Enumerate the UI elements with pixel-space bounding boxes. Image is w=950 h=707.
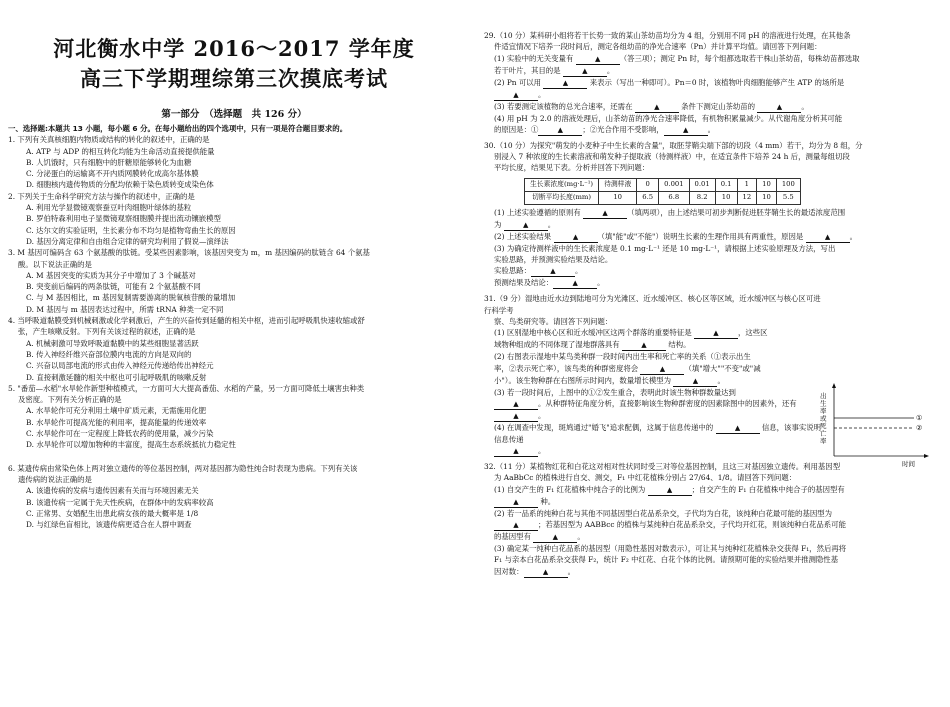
chart-ylabel: 出生率或死亡率: [820, 392, 827, 445]
table-cell: 6.8: [659, 191, 689, 204]
question-line: F₁ 与亲本白花品系杂交获得 F₂，统计 F₂ 中红花、白花个体的比例。请预期可能的实验结果并推测隐性基: [494, 555, 839, 565]
answer-blank: ▲: [494, 91, 538, 101]
question-32: [484, 461, 936, 577]
answer-blank: ▲: [583, 209, 627, 219]
choice-question: [8, 463, 460, 531]
table-cell: 100: [776, 178, 800, 191]
question-line: (2) 右图表示湿地中某鸟类种群一段时间内出生率和死亡率的关系（①表示出生: [494, 352, 751, 362]
question-line: 若干叶片，其目的是 ▲ 。: [494, 65, 615, 75]
answer-option: B. 突变前后编码的两条肽链，可能有 2 个氨基酸不同: [26, 282, 201, 292]
question-stem: 6. 某遗传病由常染色体上两对独立遗传的等位基因控制，两对基因都为隐性纯合时表现为患病。下列有关该: [8, 463, 358, 473]
table-cell: 1: [737, 178, 757, 191]
answer-blank: ▲: [694, 329, 738, 339]
answer-blank: ▲: [524, 568, 568, 578]
part-heading: 第一部分 （选择题 共 126 分）: [161, 109, 307, 120]
table-cell: 10: [757, 178, 777, 191]
table-cell: 8.2: [689, 191, 715, 204]
question-stem: 张，产生咳嗽反射。下列有关该过程的叙述，正确的是: [18, 327, 196, 337]
question-line: 为 ▲ 。: [494, 219, 556, 229]
question-stem: 遗传病的说法正确的是: [18, 474, 92, 484]
question-line: 为 AaBbCc 的植株进行自交、测交，F₁ 中红花植株分别占 27/64、1/8。请回答下列问题：: [494, 473, 797, 483]
answer-option: B. 水旱轮作可提高光能的利用率，提高能量的传递效率: [26, 417, 207, 427]
question-line: (1) 区别湿地中核心区和近水缓冲区这两个群落的重要特征是 ▲ ，这些区: [494, 328, 768, 338]
table-cell: 10: [715, 191, 737, 204]
question-line: ▲ ；若基因型为 AABBcc 的植株与某纯种白花品系杂交，子代均开红花，则该纯种白花品系可能: [484, 519, 936, 531]
table-cell: 0.001: [659, 178, 689, 191]
answer-blank: ▲: [494, 447, 538, 457]
answer-option: D. 直接刺激延髓的相关中枢也可引起呼吸肌的咳嗽反射: [26, 372, 207, 382]
answer-blank: ▲: [543, 79, 587, 89]
right-column: [484, 0, 936, 582]
question-line: 因对数： ▲ 。: [494, 566, 575, 576]
question-line: (1) 自交产生的 F₁ 红花植株中纯合子的比例为 ▲ ；自交产生的 F₁ 白花植株中纯合子的基因型有: [494, 484, 845, 494]
table-cell: 10: [757, 191, 777, 204]
question-stem: 1. 下列有关真核细胞内物质或结构的转化的叙述中，正确的是: [8, 135, 210, 145]
table-header-cell: 生长素浓度(mg·L⁻¹): [525, 178, 599, 191]
exam-title-line1: 河北衡水中学 2016～2017 学年度: [53, 36, 415, 61]
left-column: [8, 0, 460, 530]
question-line: 的基因型有 ▲ 。: [494, 532, 585, 542]
choice-question: [8, 315, 460, 383]
answer-blank: ▲: [622, 341, 666, 351]
question-line: 率，②表示死亡率），该鸟类的种群密度将会 ▲ （填"增大""不变"或"减: [494, 363, 761, 373]
answer-option: C. 正常男、女婚配生出患此病女孩的最大概率是 1/8: [26, 508, 199, 518]
question-line: (4) 用 pH 为 2.0 的溶液处理后，山茶幼苗的净光合速率降低，有机物积累量减少。从代谢角度分析其可能: [494, 113, 843, 123]
question-line: ▲ 。: [484, 89, 936, 101]
answer-option: B. 人饥饿时，只有细胞中的肝糖原能够转化为血糖: [26, 157, 192, 167]
chart-xlabel: 时间: [902, 460, 915, 468]
choice-question: [8, 191, 460, 247]
table-cell: 12: [737, 191, 757, 204]
section-instruction: 一、选择题:本题共 13 小题，每小题 6 分。在每小题给出的四个选项中，只有一项是符合题目要求的。: [8, 124, 348, 133]
answer-blank: ▲: [494, 498, 538, 508]
q31-birth-death-rate-chart: [814, 380, 932, 470]
answer-option: D. M 基因与 m 基因表达过程中，所需 tRNA 种类一定不同: [26, 304, 224, 314]
table-cell: 0.01: [689, 178, 715, 191]
question-line: 平均长度，结果见下表。分析并回答下列问题：: [494, 163, 650, 173]
question-line: (4) 在调查中发现，斑鸠通过"婚飞"追求配偶，这属于信息传递中的 ▲ 信息，该事实说明信息传递: [494, 422, 822, 444]
answer-option: A. 机械刺激可导致呼吸道黏膜中的某些细胞显著活跃: [26, 338, 199, 348]
table-cell: 0: [637, 178, 659, 191]
answer-blank: ▲: [635, 103, 679, 113]
answer-blank: ▲: [554, 233, 598, 243]
table-cell: 10: [599, 191, 637, 204]
answer-option: D. 与红绿色盲相比，该遗传病更适合在人群中调查: [26, 520, 192, 530]
answer-blank: ▲: [533, 533, 577, 543]
question-stem: 5. "番茄—水稻"水旱轮作新型种植模式，一方面可大大提高番茄、水稻的产量，另一方面可降低土壤害虫种类: [8, 383, 365, 393]
table-row-length: [525, 191, 801, 204]
question-line: 的原因是：① ▲ ；②光合作用不受影响， ▲ 。: [494, 124, 716, 134]
question-line: (1) 实验中的无关变量有 ▲ （答三项）；测定 Pn 时，每个组都选取若干株山茶幼苗，每株幼苗都选取: [494, 53, 860, 63]
question-line: ▲ 。从种群特征角度分析，直接影响该生物种群密度的因素除图中的因素外，还有 ▲ 。: [484, 398, 826, 422]
question-line: (3) 若一段时间后，上图中的①②发生重合，表明此时该生物种群数量达到: [494, 387, 736, 397]
question-line: 32.（11 分）某植物红花和白花这对相对性状同时受三对等位基因控制，且这三对基因独立遗传。利用基因型: [484, 462, 841, 472]
answer-blank: ▲: [673, 377, 717, 387]
answer-blank: ▲: [553, 279, 597, 289]
question-line: (3) 确定某一纯种白花品系的基因型（用隐性基因对数表示），可让其与纯种红花植株杂交获得 F₁，然后再将: [494, 544, 847, 554]
answer-option: D. 水旱轮作可以增加物种的丰富度，提高生态系统抵抗力稳定性: [26, 440, 236, 450]
answer-option: C. 达尔文的实验证明，生长素分布不均匀是植物弯曲生长的原因: [26, 225, 236, 235]
answer-blank: ▲: [806, 233, 850, 243]
chart-label-2: ②: [916, 424, 923, 432]
question-line: 31.（9 分）湿地由近水边到陆地可分为光滩区、近水缓冲区、核心区等区域，近水缓冲区与核心区可进行科学考: [484, 294, 821, 315]
chart-label-1: ①: [916, 414, 923, 422]
table-cell: 0.1: [715, 178, 737, 191]
answer-blank: ▲: [563, 67, 607, 77]
answer-option: B. 罗伯特森利用电子显微镜观察细胞膜并提出流动镶嵌模型: [26, 214, 221, 224]
question-line: (2) 上述实验结果 ▲ （填"能"或"不能"）说明生长素的生理作用具有两重性，原因是 ▲ 。: [494, 231, 858, 241]
question-stem: 酸。以下说法正确的是: [18, 259, 92, 269]
question-stem: 2. 下列关于生命科学研究方法与操作的叙述中，正确的是: [8, 191, 195, 201]
question-line: ▲ 。: [484, 445, 826, 457]
answer-blank: ▲: [664, 126, 708, 136]
q30-data-table: [524, 178, 801, 205]
answer-option: A. 水旱轮作可充分利用土壤中矿质元素，无需施用化肥: [26, 406, 207, 416]
answer-blank: ▲: [640, 365, 684, 375]
question-line: 29.（10 分）某科研小组将若干长势一致的某山茶幼苗均分为 4 组，分别用不同 pH 的溶液进行处理，在其他条: [484, 31, 851, 40]
table-header-cell: 切断平均长度(mm): [525, 191, 599, 204]
question-line: 30.（10 分）为探究"萌发的小麦种子中生长素的含量"，取胚芽鞘尖端下部的切段（4 mm）若干，均分为 8 组，分: [484, 140, 863, 150]
answer-option: C. 兴奋以局部电流的形式由传入神经元传递给传出神经元: [26, 361, 214, 371]
exam-title-line2: 高三下学期理综第三次摸底考试: [80, 66, 388, 91]
answer-option: C. 分泌蛋白的运输离不开内质网膜转化成高尔基体膜: [26, 169, 199, 179]
question-line: 小"）。该生物种群在右图所示时间内，数量增长模型为 ▲ 。: [494, 375, 725, 385]
question-line: ▲ 种。: [484, 496, 936, 508]
question-line: (2) 若一品系的纯种白花与其他不同基因型白花品系杂交，子代均为白花，该纯种白花最可能的基因型为: [494, 508, 833, 518]
question-line: 预测结果及结论： ▲ 。: [494, 278, 605, 288]
question-stem: 及密度。下列有关分析正确的是: [18, 395, 122, 405]
choice-question: [8, 247, 460, 315]
question-line: (1) 上述实验遵循的原则有 ▲ （填两项），由上述结果可初步判断促进胚芽鞘生长的最适浓度范围: [494, 207, 846, 217]
question-line: 别浸入 7 种浓度的生长素溶液和萌发种子提取液（待测样液）中，在适宜条件下培养 24 h 后，测量每组切段: [494, 152, 850, 162]
answer-option: A. ATP 与 ADP 的相互转化均能为生命活动直接提供能量: [26, 146, 215, 156]
table-row-concentration: [525, 178, 801, 191]
question-line: (3) 为确定待测样液中的生长素浓度是 0.1 mg·L⁻¹ 还是 10 mg·L⁻¹，请根据上述实验原理及方法，写出: [494, 243, 836, 253]
answer-blank: ▲: [538, 126, 582, 136]
question-line: 实验思路： ▲ 。: [494, 266, 583, 276]
answer-option: A. 利用光学显微镜观察蚕豆叶肉细胞叶绿体的基粒: [26, 203, 192, 213]
question-line: 域物种组成的不同体现了湿地群落具有 ▲ 结构。: [494, 340, 691, 350]
answer-blank: ▲: [494, 521, 538, 531]
question-stem: 3. M 基因可编码含 63 个氨基酸的肽链。受某些因素影响，该基因突变为 m，m 基因编码的肽链含 64 个氨基: [8, 248, 370, 258]
answer-option: B. 传入神经纤维兴奋部位膜内电流的方向是双向的: [26, 349, 192, 359]
answer-blank: ▲: [504, 221, 548, 231]
choice-question: [8, 134, 460, 190]
question-29: [484, 30, 936, 136]
question-line: 察、鸟类研究等。请回答下列问题：: [494, 316, 613, 326]
question-line: 实验思路，并预测实验结果及结论。: [494, 255, 613, 265]
choice-question: [8, 383, 460, 451]
question-line: 件适宜情况下培养一段时间后，测定各组幼苗的净光合速率（Pn）并计算平均值。请回答下列问题：: [494, 42, 822, 52]
answer-option: C. 与 M 基因相比，m 基因复制需要游离的脱氧核苷酸的量增加: [26, 293, 236, 303]
question-line: (3) 若要测定该植物的总光合速率，还需在 ▲ 条件下测定山茶幼苗的 ▲ 。: [494, 101, 809, 111]
answer-blank: ▲: [494, 400, 538, 410]
answer-blank: ▲: [494, 412, 538, 422]
answer-blank: ▲: [757, 103, 801, 113]
answer-option: A. M 基因突变的实质为其分子中增加了 3 个碱基对: [26, 270, 196, 280]
answer-blank: ▲: [576, 55, 620, 65]
answer-blank: ▲: [648, 486, 692, 496]
table-cell: 待测样液: [599, 178, 637, 191]
answer-blank: ▲: [531, 267, 575, 277]
answer-blank: ▲: [716, 424, 760, 434]
question-line: (2) Pn 可以用 ▲ 来表示（写出一种即可）。Pn＝0 时，该植物叶肉细胞能够产生 ATP 的场所是: [494, 77, 845, 87]
question-30: [484, 140, 936, 174]
answer-option: B. 该遗传病一定属于先天性疾病，在群体中的发病率较高: [26, 497, 214, 507]
answer-option: D. 基因分离定律和自由组合定律的研究均利用了假说—演绎法: [26, 236, 229, 246]
answer-option: D. 细胞核内遗传物质的分配均依赖于染色质转变成染色体: [26, 180, 214, 190]
table-cell: 6.5: [637, 191, 659, 204]
question-30-subquestions: [484, 207, 936, 290]
answer-option: C. 水旱轮作可在一定程度上降低农药的使用量，减少污染: [26, 429, 214, 439]
answer-option: A. 该遗传病的发病与遗传因素有关而与环境因素无关: [26, 486, 199, 496]
question-stem: 4. 当呼吸道黏膜受到机械刺激或化学刺激后，产生的兴奋传到延髓的相关中枢，进而引起呼吸肌快速收缩或舒: [8, 316, 365, 326]
choice-questions: [8, 134, 460, 530]
table-cell: 5.5: [776, 191, 800, 204]
